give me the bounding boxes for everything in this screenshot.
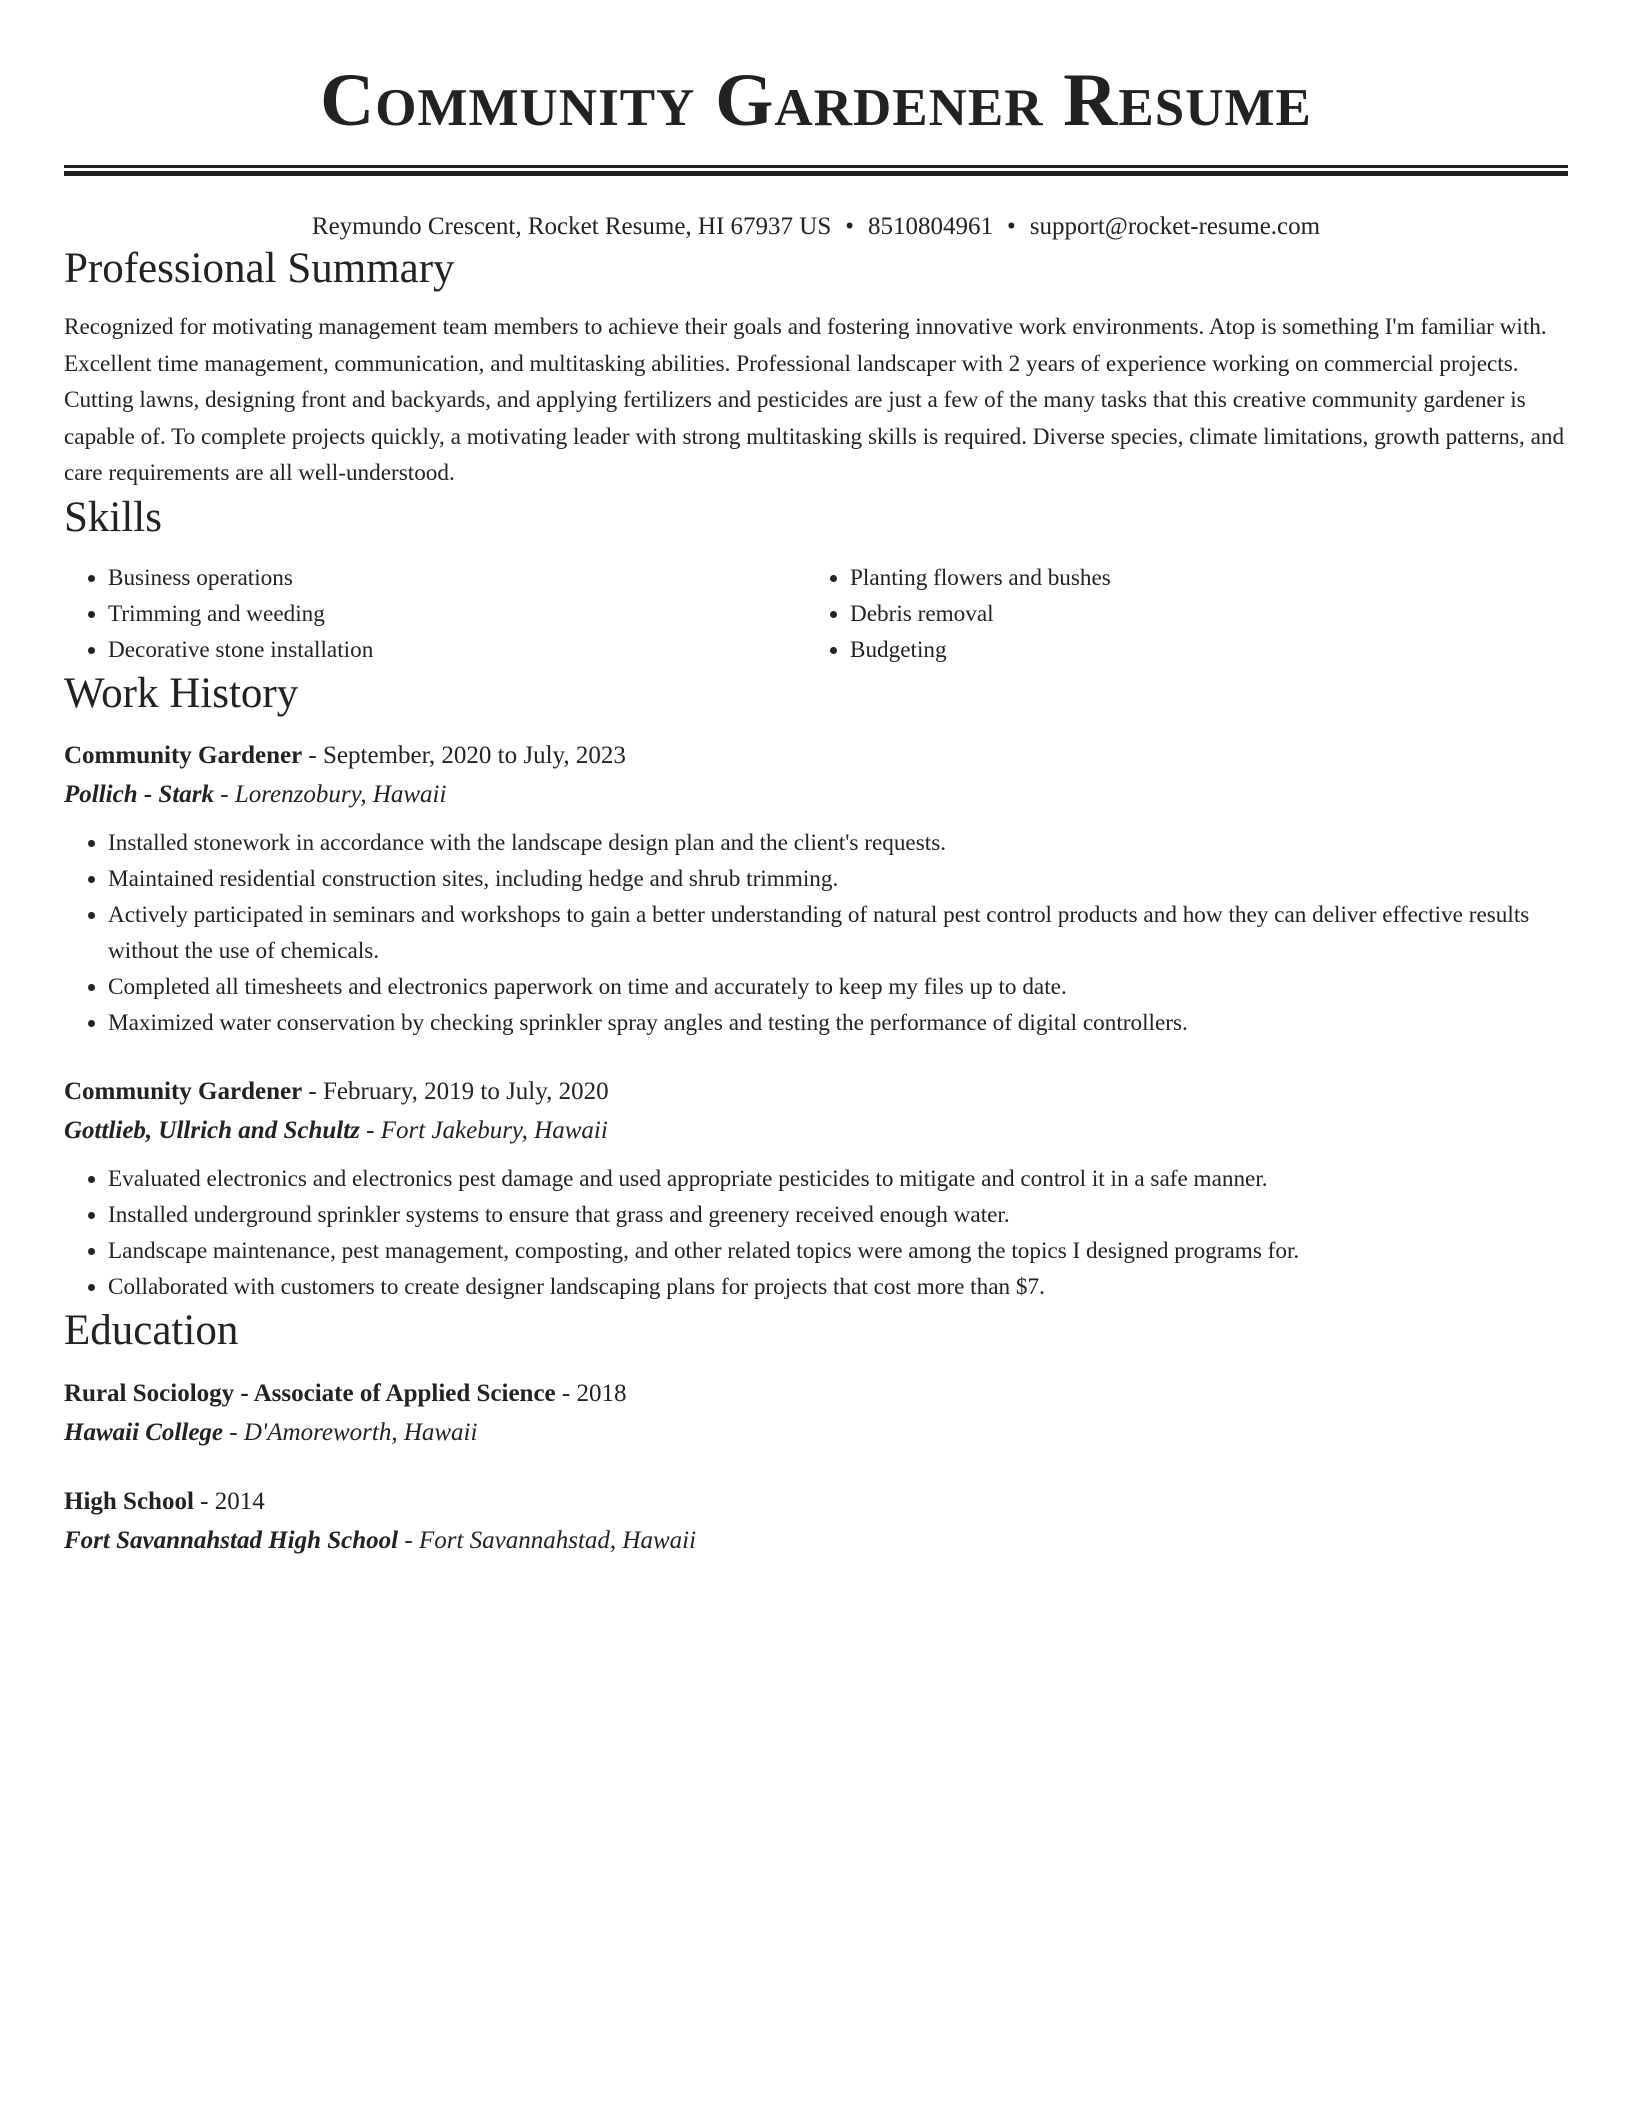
section-heading-education: Education (64, 1306, 239, 1354)
job-title: Community Gardener (64, 1077, 303, 1105)
title-divider (64, 165, 1568, 176)
job-entry (64, 737, 1568, 1041)
summary-text: Recognized for motivating management team members to achieve their goals and fostering innovative work environments. Atop is something I'm familiar with. Excellent time management, communication, and multitasking abilities. Professional landscaper with 2 years of experience working on commercial projects. Cutting lawns, designing front and backyards, and applying fertilizers and pesticides are just a few of the many tasks that this creative community gardener is capable of. To complete projects quickly, a motivating leader with strong multitasking skills is required. Diverse species, climate limitations, growth patterns, and care requirements are all well-understood. (64, 314, 1565, 486)
resume-title: Community Gardener Resume (320, 59, 1312, 142)
contact-email: support@rocket-resume.com (1029, 213, 1321, 240)
job-duty: • Collaborated with customers to create designer landscaping plans for projects that cost more than $7. (108, 1269, 1568, 1305)
education-school: Fort Savannahstad High School (64, 1526, 399, 1554)
job-dates: February, 2019 to July, 2020 (323, 1077, 609, 1105)
education-school-line: Fort Savannahstad High School - Fort Savannahstad, Hawaii (64, 1526, 697, 1554)
education-header: Rural Sociology - Associate of Applied Science - 2018 (64, 1379, 627, 1407)
job-employer: Pollich - Stark (64, 780, 215, 808)
education-year: 2014 (214, 1487, 265, 1515)
job-duty: • Landscape maintenance, pest management, composting, and other related topics were among the topics I designed programs for. (108, 1233, 1568, 1269)
contact-separator: • (845, 213, 855, 240)
education-location: Fort Savannahstad, Hawaii (418, 1526, 697, 1554)
contact-line (64, 211, 1568, 243)
job-duty: • Maintained residential construction sites, including hedge and shrub trimming. (108, 861, 1568, 897)
section-heading-work-history: Work History (64, 669, 299, 717)
job-duty: • Maximized water conservation by checking sprinkler spray angles and testing the performance of digital controllers. (108, 1005, 1568, 1041)
job-duty: • Installed underground sprinkler systems to ensure that grass and greenery received enough water. (108, 1197, 1568, 1233)
job-entry (64, 1073, 1568, 1305)
job-location: Fort Jakebury, Hawaii (380, 1116, 608, 1144)
contact-phone: 8510804961 (868, 213, 994, 240)
education-location: D'Amoreworth, Hawaii (243, 1418, 478, 1446)
education-degree: Rural Sociology - Associate of Applied Science (64, 1379, 556, 1407)
skill-item: • Debris removal (850, 596, 1548, 632)
job-header: Community Gardener - February, 2019 to July, 2020 (64, 1077, 609, 1105)
skill-item: • Business operations (108, 560, 806, 596)
contact-address: Reymundo Crescent, Rocket Resume, HI 67937 US (311, 213, 832, 240)
job-header: Community Gardener - September, 2020 to July, 2023 (64, 741, 626, 769)
job-duty: • Actively participated in seminars and workshops to gain a better understanding of natural pest control products and how they can deliver effective results without the use of chemicals. (108, 897, 1568, 969)
job-employer-line: Gottlieb, Ullrich and Schultz - Fort Jakebury, Hawaii (64, 1116, 608, 1144)
education-year: 2018 (576, 1379, 627, 1407)
education-header: High School - 2014 (64, 1487, 265, 1515)
skill-item: • Budgeting (850, 632, 1548, 668)
job-duty: • Completed all timesheets and electronics paperwork on time and accurately to keep my files up to date. (108, 969, 1568, 1005)
education-entry (64, 1483, 1568, 1561)
education-degree: High School (64, 1487, 194, 1515)
job-duty: • Installed stonework in accordance with the landscape design plan and the client's requests. (108, 825, 1568, 861)
job-duties (64, 825, 1568, 1041)
skill-item: • Planting flowers and bushes (850, 560, 1548, 596)
education-school: Hawaii College (64, 1418, 224, 1446)
skill-item: • Decorative stone installation (108, 632, 806, 668)
job-title: Community Gardener (64, 741, 303, 769)
job-duty: • Evaluated electronics and electronics pest damage and used appropriate pesticides to mitigate and control it in a safe manner. (108, 1161, 1568, 1197)
section-heading-skills: Skills (64, 493, 162, 541)
skills-column-left (64, 560, 806, 668)
job-dates: September, 2020 to July, 2023 (323, 741, 626, 769)
education-school-line: Hawaii College - D'Amoreworth, Hawaii (64, 1418, 478, 1446)
job-employer-line: Pollich - Stark - Lorenzobury, Hawaii (64, 780, 447, 808)
job-duties (64, 1161, 1568, 1305)
skills-column-right (806, 560, 1548, 668)
skill-item: • Trimming and weeding (108, 596, 806, 632)
job-location: Lorenzobury, Hawaii (234, 780, 447, 808)
job-employer: Gottlieb, Ullrich and Schultz (64, 1116, 360, 1144)
skills-list (64, 560, 1568, 668)
education-entry (64, 1375, 1568, 1453)
contact-separator: • (1007, 213, 1016, 240)
section-heading-summary: Professional Summary (64, 245, 455, 292)
